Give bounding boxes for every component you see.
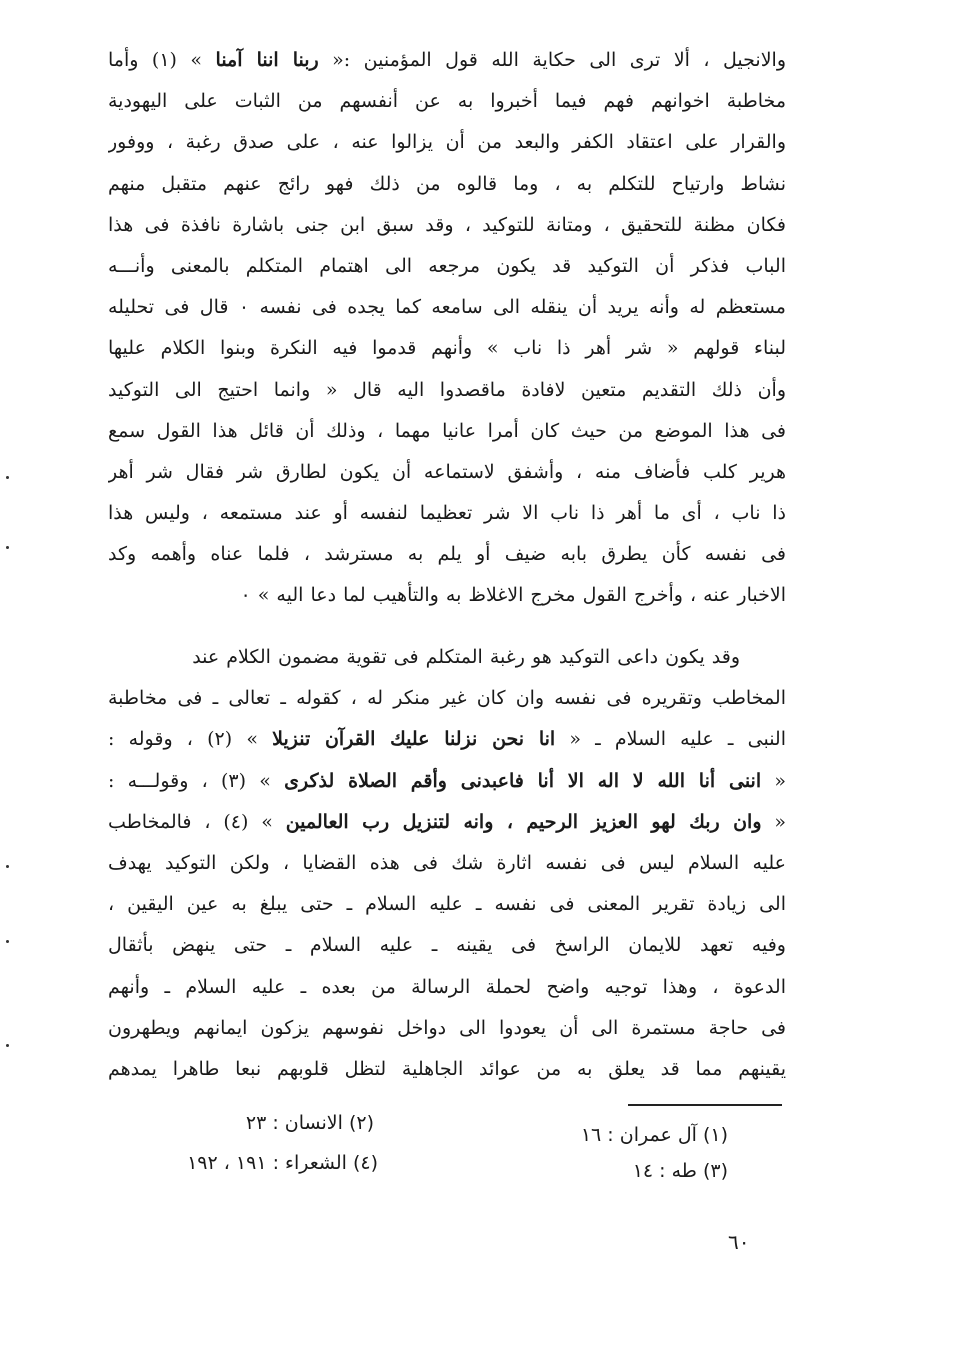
- text-line: والقرار على اعتقاد الكفر والبعد من أن يزالوا عنه ، على صدق رغبة ، ووفور: [108, 131, 786, 154]
- scan-speck: [6, 865, 9, 868]
- text-line: عليه السلام ليس فى نفسه اثارة شك فى هذه القضايا ، ولكن التوكيد يهدف: [108, 851, 786, 874]
- page-number: ٦٠: [728, 1230, 750, 1254]
- text-line: هرير كلب فأضاف منه ، وأشفق لاستماعه أن يكون لطارق شر فقال شر أهر: [108, 460, 786, 483]
- paragraph-1: [108, 40, 786, 617]
- text-line: المخاطب وتقريره فى نفسه وان كان غير منكر له ، كقوله ـ تعالى ـ فى مخاطبة: [108, 687, 786, 710]
- text-line: لبناء قولهم « شر أهر ذا ناب » وأنهم قدموا فيه النكرة وبنوا الكلام عليها: [108, 337, 786, 360]
- bold-quote: اننى أنا الله لا اله الا أنا فاعبدنى وأقم الصلاة لذكرى: [284, 769, 762, 792]
- footnote-4: (٤) الشعراء : ١٩١ ، ١٩٢: [187, 1152, 378, 1174]
- text-line: فى نفسه كأن يطرق بابه ضيف أو يلم به مسترشد ، فلما عناه وأهمه وكد: [108, 543, 786, 566]
- text-line: فى حاجة مستمرة الى أن يعودوا الى دواخل نفوسهم يزكون ايمانهم ويطهرون: [108, 1016, 786, 1039]
- text-line: فكان مظنة للتحقيق ، ومتانة للتوكيد ، وقد سبق ابن جنى باشارة نافذة فى هذا: [108, 213, 786, 236]
- text-line: نشاط وارتياح للتكلم به ، وما قالوه من ذلك فهو رائج عنهم متقبل منهم: [108, 172, 786, 195]
- text-line: « وان ربك لهو العزيز الرحيم ، وانه لتنزيل رب العالمين » (٤) ، فالمخاطب: [108, 810, 786, 833]
- scan-speck: [6, 546, 9, 549]
- text-line: وأن ذلك التقديم متعين لافادة ماقصدوا اليه قال « وانما احتيج الى التوكيد: [108, 378, 786, 401]
- text-line: « اننى أنا الله لا اله الا أنا فاعبدنى وأقم الصلاة لذكرى » (٣) ، وقولـــه :: [108, 769, 786, 792]
- text-line: ذا ناب ، أى ما أهر ذا ناب الا شر تعظيما لنفسه أو عند مستمعه ، وليس هذا: [108, 502, 786, 525]
- paragraph-2: [108, 637, 786, 1090]
- text-line: فى هذا الموضع من حيث كان أمرا عانيا مهما ، وذلك أن قائل هذا القول سمع: [108, 419, 786, 442]
- footnote-3: (٣) طه : ١٤: [632, 1160, 728, 1182]
- text-line: النبى ـ عليه السلام ـ « انا نحن نزلنا عليك القرآن تنزيلا » (٢) ، وقوله :: [108, 728, 786, 751]
- text-line: الاخبار عنه ، وأخرج القول مخرج الاغلاظ به والتأهيب لما دعا اليه » ٠: [240, 584, 786, 607]
- text-line: الى زيادة تقرير المعنى فى نفسه ـ عليه السلام ـ حتى يبلغ به عين اليقين ،: [108, 893, 786, 916]
- footnote-1: (١) آل عمران : ١٦: [580, 1124, 728, 1146]
- scan-speck: [6, 1044, 9, 1047]
- text-line: وفيه تعهد للايمان الراسخ فى يقينه ـ عليه السلام ـ حتى ينهض بأثقال: [108, 934, 786, 957]
- text-line-content: وقد يكون داعى التوكيد هو رغبة المتكلم فى تقوية مضمون الكلام عند: [192, 646, 740, 668]
- bold-quote: انا نحن نزلنا عليك القرآن تنزيلا: [272, 728, 556, 751]
- footnote-divider: [628, 1104, 782, 1106]
- text-line: مستعظم له وأنه يريد أن ينقله الى سامعه كما يجده فى نفسه ٠ قال فى تحليله: [108, 296, 786, 319]
- text-line: الدعوة ، وهذا توجيه واضح لحملة الرسالة من بعده ـ عليه السلام ـ وأنهم: [108, 975, 786, 998]
- scan-speck: [6, 940, 9, 943]
- text-line: الباب فذكر أن التوكيد قد يكون مرجعه الى اهتمام المتكلم بالمعنى وأنـــه: [108, 254, 786, 277]
- text-line: والانجيل ، ألا ترى الى حكاية الله قول المؤمنين :« ربنا اننا آمنا » (١) وأما: [108, 49, 786, 71]
- text-line: يقينهم مما قد يعلق به من عوائد الجاهلية لتظل قلوبهم نبعا طاهرا يمدهم: [108, 1057, 786, 1080]
- footnote-2: (٢) الانسان : ٢٣: [245, 1112, 374, 1134]
- bold-quote: وان ربك لهو العزيز الرحيم ، وانه لتنزيل رب العالمين: [285, 810, 762, 833]
- text-line: مخاطبة اخوانهم فهم فيما أخبروا به عن أنفسهم من الثبات على اليهودية: [108, 90, 786, 113]
- scan-speck: [6, 476, 9, 479]
- bold-quote: ربنا اننا آمنا: [215, 49, 319, 71]
- text-line: [108, 637, 786, 678]
